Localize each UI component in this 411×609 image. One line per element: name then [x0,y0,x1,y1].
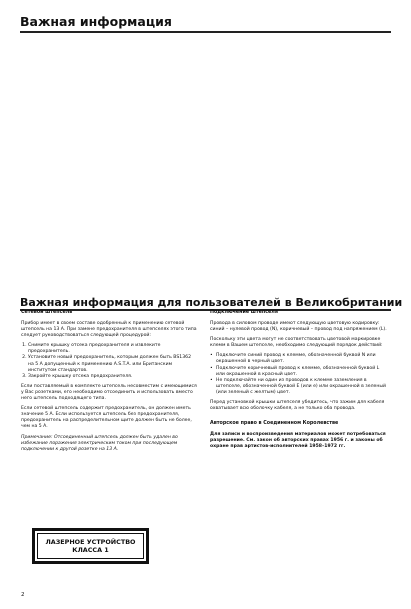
connect-heading: Подключение штепселя [210,310,278,315]
wiring-bullets [210,353,388,396]
left-column [21,310,197,457]
plug-note: Примечание: Отсоединенный штепсель должен быть удален во избежание поражения электрическим током при последующем подключении к другой розетке на 13 А. [21,434,178,452]
wiring-bullet: • Не подключайте ни один из проводов к клемме заземления в штепселе, обозначенной буквой E (или е) или окрашенной в зеленый (или зеленый с желтым) цвет. [216,378,388,396]
page-number: 2 [21,592,25,598]
uk-section-title: Важная информация для пользователей в Великобритании [20,296,403,309]
wiring-bullet: • Подключите коричневый провод к клемме, обозначенной буквой L или окрашенной в красный цвет. [216,366,388,378]
laser-label-line1: ЛАЗЕРНОЕ УСТРОЙСТВО [45,537,136,546]
fuse-step: 1. Снимите крышку отсека предохранителя и извлеките предохранитель. [28,343,197,355]
plug-fuse-paragraph: Если сетевой штепсель содержит предохранитель, он должен иметь значение 5 А. Если используется штепсель без предохранителя, предохранитель на распределительном щите должен быть не более, чем на 5 А. [21,406,192,430]
plug-intro: Прибор имеет в своем составе одобренный к применению сетевой штепсель на 13 А. При замене предохранителя в штепселях этого типа следует руководствоваться следующей процедурой: [21,321,197,339]
plug-heading: Сетевой штепсель [21,310,73,315]
wiring-bullet: • Подключите синий провод к клемме, обозначенной буквой N или окрашенной в черный цвет. [216,353,388,365]
page-title: Важная информация [20,14,172,29]
right-column [210,310,388,455]
plug-incompatible-paragraph: Если поставляемый в комплекте штепсель несовместим с имеющимися у Вас розетками, его необходимо отсоединить и использовать вместо него штепсель подходящего типа. [21,383,197,402]
fuse-step: 3. Закройте крышку отсека предохранителя. [28,374,197,380]
copyright-heading: Авторское право в Соединенном Королевстве [210,421,339,427]
laser-label-line2: КЛАССА 1 [72,546,109,554]
copyright-text: Для записи и воспроизведения материалов может потребоваться разрешение. См. закон об авторских правах 1956 г. и законы об охране прав артистов-исполнителей 1958–1972 гг. [210,432,386,450]
connect-paragraph: Поскольку эти цвета могут не соответствовать цветовой маркировке клемм в Вашем штепселе, необходимо следующий порядок действий: [210,337,383,349]
laser-label-inner-border [37,533,144,559]
connect-intro: Провода в силовом проводе имеют следующую цветовую кодировку: синий – нулевой провод (N), коричневый – провод под напряжением (L). [210,321,387,333]
cable-clamp-paragraph: Перед установкой крышки штепселя убедитесь, что зажим для кабеля охватывает всю оболочку кабеля, а не только оба провода. [210,400,385,412]
fuse-step: 2. Установите новый предохранитель, которым должен быть BS1362 на 5 А допущенный к применению A.S.T.A. или Британским институтом стандартов. [28,355,197,373]
title-rule [20,31,391,33]
laser-class-label [32,528,149,564]
fuse-steps-list [21,343,197,380]
